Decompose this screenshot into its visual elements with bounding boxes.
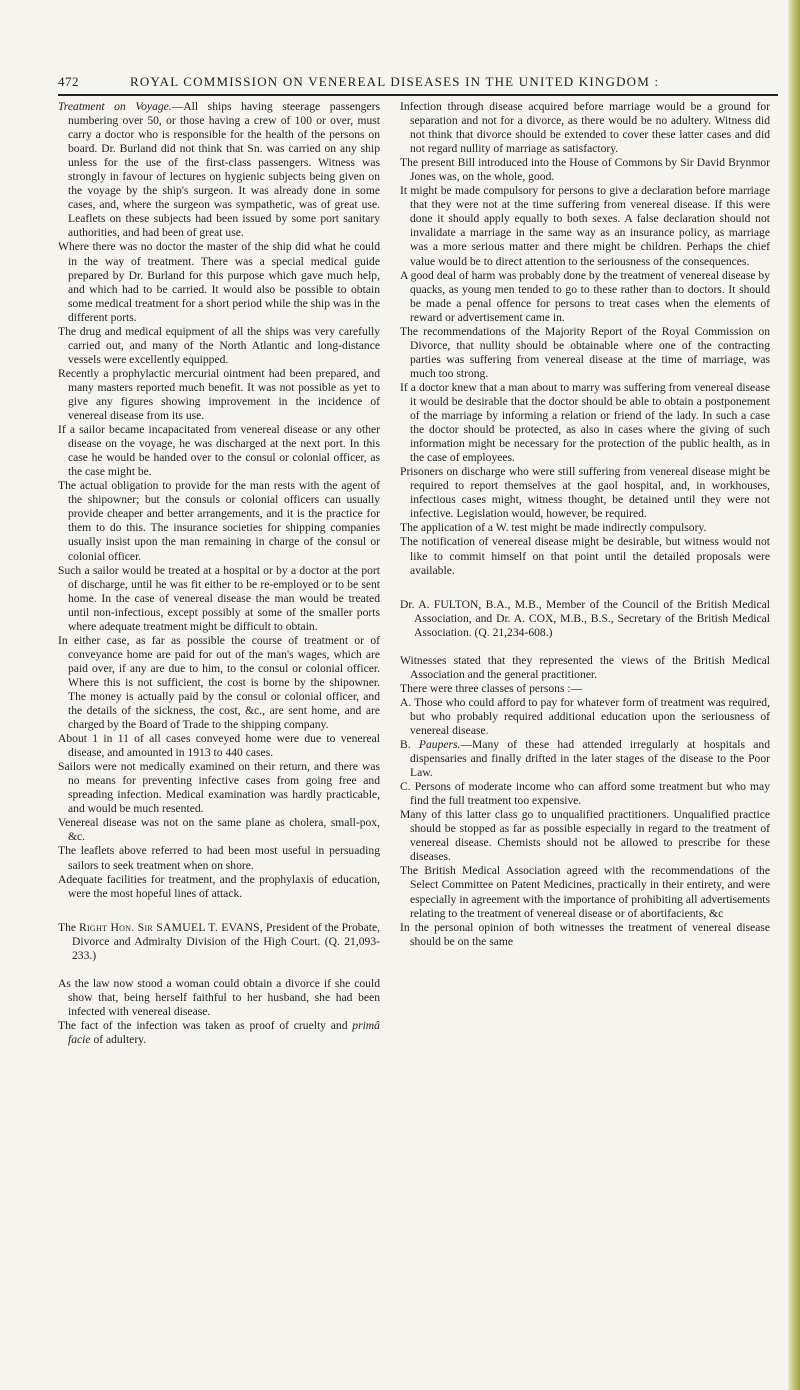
paragraph: Recently a prophylactic mercurial ointment had been prepared, and many masters reported much benefit. It was not possible as yet to give any figures showing improvement in the incidence of venereal disease from its use. [58,366,380,423]
paragraph: Such a sailor would be treated at a hospital or by a doctor at the port of discharge, until he was fit either to be re-employed or to be sent home. In the case of venereal disease the man would be treated until non-infectious, except possibly at some of the smaller ports where adequate treatment might be difficult to obtain. [58,563,380,633]
paragraph: A. Those who could afford to pay for whatever form of treatment was required, but who probably required additional education upon the seriousness of venereal disease. [400,695,770,737]
spacer [58,963,380,977]
paragraph: In the personal opinion of both witnesses the treatment of venereal disease should be on the same [400,920,770,948]
paragraph: The present Bill introduced into the House of Commons by Sir David Brynmor Jones was, on the whole, good. [400,156,770,184]
paragraph: The recommendations of the Majority Report of the Royal Commission on Divorce, that nullity should be obtainable where one of the contracting parties was suffering from venereal disease at the time of marriage, was much too strong. [400,324,770,380]
paragraph: If a doctor knew that a man about to marry was suffering from venereal disease it would be desirable that the doctor should be able to obtain a postponement of the marriage by informing a relation or friend of the lady. In such a case the doctor should be protected, as also in cases where the giving of such information might be necessary for the protection of the public health, as in the case of employees. [400,380,770,465]
witness-heading: The Right Hon. Sir SAMUEL T. EVANS, President of the Probate, Divorce and Admiralty Division of the High Court. (Q. 21,093-233.) [58,920,380,962]
paragraph: C. Persons of moderate income who can afford some treatment but who may find the full treatment too expensive. [400,780,770,808]
spacer [400,578,770,598]
paragraph: The notification of venereal disease might be desirable, but witness would not like to commit himself on that point until the detailed proposals were available. [400,535,770,577]
section-heading: Treatment on Voyage. [58,100,172,113]
right-column [400,100,770,949]
paragraph: The fact of the infection was taken as proof of cruelty and primâ facie of adultery. [58,1018,380,1046]
paragraph: Treatment on Voyage.—All ships having steerage passengers numbering over 50, or those having a crew of 100 or over, must carry a doctor who is responsible for the health of the persons on board. Dr. Burland did not think that Sn. was carried on any ship unless for the use of the first-class passengers. Witness was strongly in favour of lectures on hygienic subjects being given on the voyage by the ship's surgeon. It was already done in some cases, and, where the surgeon was sympathetic, was of great use. Leaflets on these subjects had been issued by some port sanitary authorities, and had been of great use. [58,100,380,240]
running-title: ROYAL COMMISSION ON VENEREAL DISEASES IN THE UNITED KINGDOM : [130,74,660,89]
witness-name: Right Hon. Sir SAMUEL T. EVANS, [78,920,264,934]
paragraph: Witnesses stated that they represented the views of the British Medical Association and the general practitioner. [400,653,770,681]
page-edge-decoration [788,0,800,1390]
page-header [58,68,782,94]
paragraph: As the law now stood a woman could obtain a divorce if she could show that, being herself faithful to her husband, she had been infected with venereal disease. [58,976,380,1018]
spacer [400,640,770,654]
paragraph: The application of a W. test might be made indirectly compulsory. [400,521,707,535]
paragraph: In either case, as far as possible the course of treatment or of conveyance home are paid for out of the man's wages, which are paid over, if any are due to him, to the consul or colonial officer. Where this is not sufficient, the cost is borne by the shipowner. The money is actually paid by the consul or colonial officer, and the details of the sickness, the cost, &c., are sent home, and are charged by the Board of Trade to the shipping company. [58,633,380,732]
paragraph: It might be made compulsory for persons to give a declaration before marriage that they were not at the time suffering from venereal disease. If this were done it should apply equally to both sexes. A false declaration should not invalidate a marriage in the same way as an insurance policy, as marriage was a more serious matter and there might be children. Perhaps the chief value would be to direct attention to the seriousness of the consequences. [400,184,770,268]
paragraph: A good deal of harm was probably done by the treatment of venereal disease by quacks, as young men tended to go to these rather than to doctors. It should be made a penal offence for persons to treat cases when the elements of reward or advertisement came in. [400,268,770,324]
paragraph: Infection through disease acquired before marriage would be a ground for separation and not for a divorce, as there would be no adultery. Witness did not think that divorce should be extended to cover these latter cases and did not regard nullity of marriage as satisfactory. [400,100,770,156]
paragraph: The leaflets above referred to had been most useful in persuading sailors to seek treatment when on shore. [58,844,380,872]
paragraph: If a sailor became incapacitated from venereal disease or any other disease on the voyage, he was discharged at the next port. In this case he would be handed over to the consul or colonial officer, as the case might be. [58,423,380,479]
paragraph: Prisoners on discharge who were still suffering from venereal disease might be required to report themselves at the gaol hospital, and, in workhouses, infectious cases might, witness thought, be detained until they were not infective. Legislation would, however, be required. [400,465,770,521]
paragraph: B. Paupers.—Many of these had attended irregularly at hospitals and dispensaries and finally drifted in the later stages of the disease to the Poor Law. [400,738,771,780]
paragraph: The British Medical Association agreed with the recommendations of the Select Committee on Patent Medicines, practically in their entirety, and were especially in agreement with the importance of prohibiting all advertisements relating to the treatment of venereal disease or of abortifacients, &c [400,864,770,920]
paragraph: There were three classes of persons :— [400,681,583,695]
page-number: 472 [58,74,79,89]
paragraph: The actual obligation to provide for the man rests with the agent of the shipowner; but the consuls or colonial officers can usually provide cheaper and better arrangements, and it is the practice for them to do this. The insurance societies for shipping companies usually insist upon the man remaining in charge of the consul or colonial officer. [58,479,380,563]
paragraph: Adequate facilities for treatment, and the prophylaxis of education, were the most hopeful lines of attack. [58,872,380,900]
paragraph: About 1 in 11 of all cases conveyed home were due to venereal disease, and amounted in 1913 to 440 cases. [58,732,380,760]
paragraph: The drug and medical equipment of all the ships was very carefully carried out, and many of the North Atlantic and long-distance vessels were excellently equipped. [58,324,380,366]
paragraph: Where there was no doctor the master of the ship did what he could in the way of treatment. There was a special medical guide prepared by Dr. Burland for this purpose which gave much help, and which had to be carried. It would also be possible to obtain some medical treatment for a short period while the ship was in the different ports. [58,240,380,324]
left-column [58,100,380,1047]
paragraph: Many of this latter class go to unqualified practitioners. Unqualified practice should be stopped as far as possible especially in regard to the treatment of venereal disease. Chemists should not be allowed to prescribe for these diseases. [400,808,770,864]
paragraph: Sailors were not medically examined on their return, and there was no means for preventing infective cases from going free and spreading infection. Medical examination was hardly practicable, and would be much resented. [58,760,380,816]
spacer [58,901,380,921]
witness-heading: Dr. A. FULTON, B.A., M.B., Member of the Council of the British Medical Association, and Dr. A. COX, M.B., B.S., Secretary of the British Medical Association. (Q. 21,234-608.) [400,597,770,639]
paragraph: Venereal disease was not on the same plane as cholera, small-pox, &c. [58,816,380,844]
header-rule [58,94,778,96]
